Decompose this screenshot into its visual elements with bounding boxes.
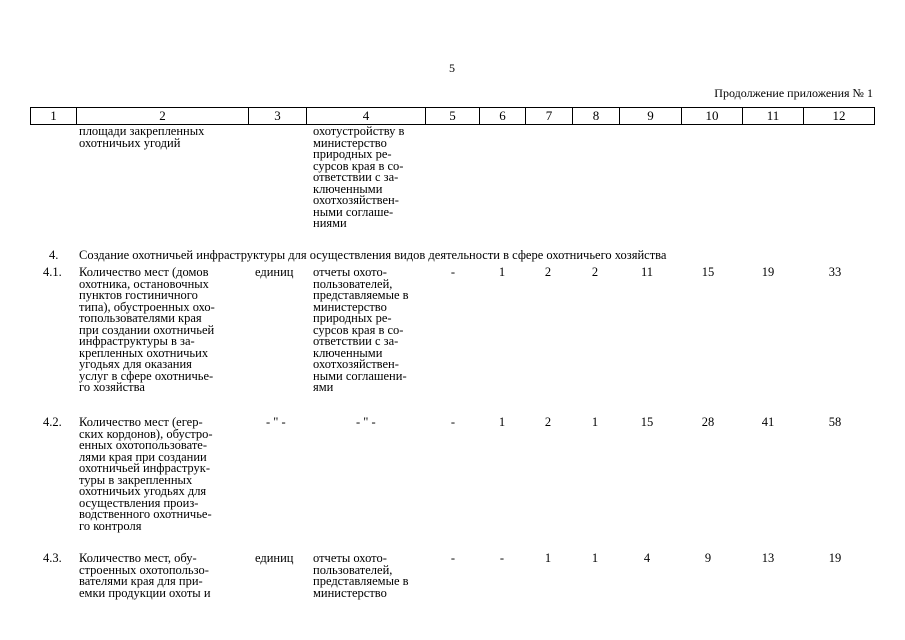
col-header-1: 1 xyxy=(31,108,77,125)
col-header-5: 5 xyxy=(426,108,480,125)
row-number: 4.2. xyxy=(43,415,62,429)
col-header-4: 4 xyxy=(307,108,426,125)
indicator-name: Количество мест, обу- строенных охотопользо- вателями края для при- емки продукции охоты и xyxy=(79,551,211,600)
col-header-10: 10 xyxy=(682,108,743,125)
col-header-11: 11 xyxy=(743,108,804,125)
unit: единиц xyxy=(255,265,294,279)
value-col11: 41 xyxy=(761,415,775,429)
value-col5: - xyxy=(450,551,456,565)
indicator-name: Количество мест (егер- ских кордонов), обустро- енных охотопользовате- лями края при создании охотничьей инфраструк- туры в закрепленных охотничьих угодьях для осуществления произ- водственного охотничье- го контроля xyxy=(79,415,213,533)
value-col5: - xyxy=(450,415,456,429)
value-col10: 15 xyxy=(701,265,715,279)
section-number: 4. xyxy=(49,248,59,262)
value-col6: - xyxy=(499,551,505,565)
col-header-2: 2 xyxy=(77,108,249,125)
row-number: 4.3. xyxy=(43,551,62,565)
row-number: 4.1. xyxy=(43,265,62,279)
value-col8: 1 xyxy=(591,551,599,565)
col-header-12: 12 xyxy=(804,108,875,125)
value-col9: 11 xyxy=(640,265,654,279)
value-col9: 15 xyxy=(640,415,654,429)
value-col6: 1 xyxy=(498,415,506,429)
data-source: - " - xyxy=(356,415,376,429)
value-col12: 19 xyxy=(828,551,842,565)
column-number-header xyxy=(30,107,875,125)
value-col8: 2 xyxy=(591,265,599,279)
value-col11: 13 xyxy=(761,551,775,565)
indicator-name: Количество мест (домов охотника, остановочных пунктов гостиничного типа), обустроенных охо- топользователями края при создании охотничьей инфраструктуры в за- крепленных охотничьих угодьях для оказания услуг в сфере охотничье- го хозяйства xyxy=(79,265,215,394)
value-col10: 9 xyxy=(704,551,712,565)
value-col7: 1 xyxy=(544,551,552,565)
value-col7: 2 xyxy=(544,415,552,429)
value-col5: - xyxy=(450,265,456,279)
value-col9: 4 xyxy=(643,551,651,565)
unit: единиц xyxy=(255,551,294,565)
value-col12: 33 xyxy=(828,265,842,279)
col-header-9: 9 xyxy=(620,108,682,125)
value-col12: 58 xyxy=(828,415,842,429)
data-source: отчеты охото- пользователей, представляемые в министерство природных ре- сурсов края в со- ответствии с за- ключенными охотхозяйствен- ными соглашени- ями xyxy=(313,265,409,394)
value-col11: 19 xyxy=(761,265,775,279)
value-col10: 28 xyxy=(701,415,715,429)
col-header-3: 3 xyxy=(249,108,307,125)
data-source: отчеты охото- пользователей, представляемые в министерство xyxy=(313,551,409,600)
carry-indicator-name: площади закрепленных охотничьих угодий xyxy=(79,124,205,150)
unit: - " - xyxy=(266,415,286,429)
col-header-8: 8 xyxy=(573,108,620,125)
page-number: 5 xyxy=(449,61,455,75)
continuation-label: Продолжение приложения № 1 xyxy=(714,86,873,100)
value-col7: 2 xyxy=(544,265,552,279)
section-title: Создание охотничьей инфраструктуры для осуществления видов деятельности в сфере охотничьего хозяйства xyxy=(79,248,667,262)
col-header-6: 6 xyxy=(480,108,526,125)
col-header-7: 7 xyxy=(526,108,573,125)
value-col8: 1 xyxy=(591,415,599,429)
carry-source: охотустройству в министерство природных ре- сурсов края в со- ответствии с за- ключенными охотхозяйствен- ными соглаше- ниями xyxy=(313,124,405,230)
value-col6: 1 xyxy=(498,265,506,279)
